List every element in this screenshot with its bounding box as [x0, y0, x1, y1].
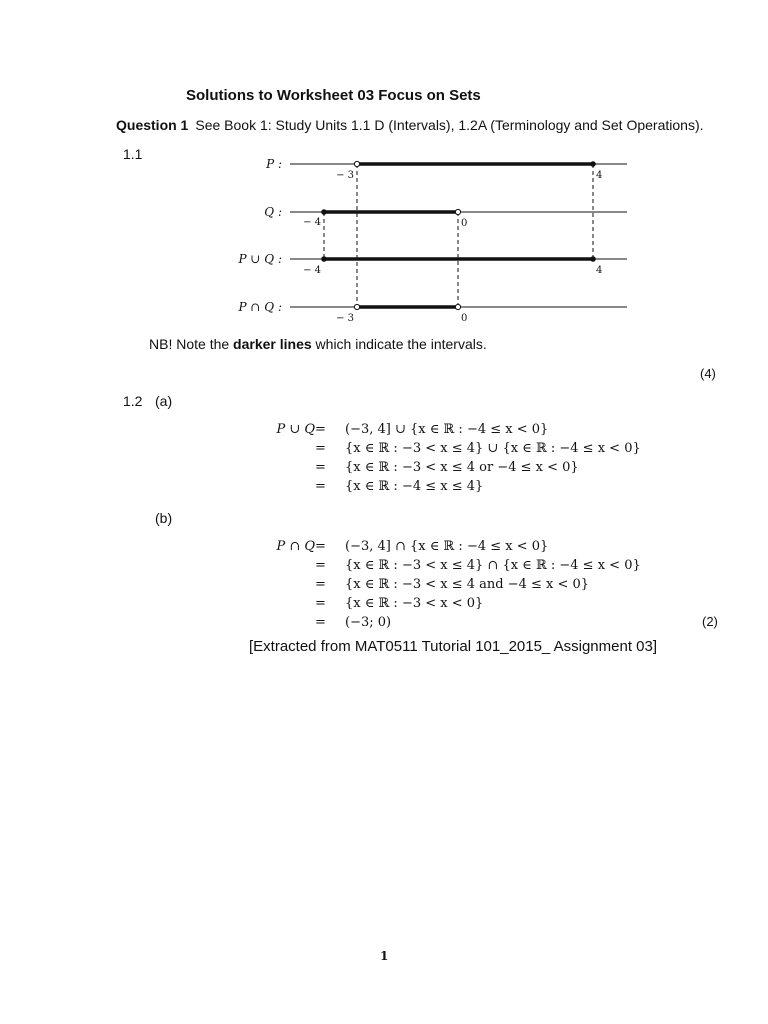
- part-a-equations: [276, 420, 641, 496]
- equation-row: [315, 594, 635, 613]
- closed-endpoint-icon: [590, 256, 596, 262]
- equation-lhs: P ∩ Q: [276, 539, 315, 554]
- equals-sign: =: [315, 460, 326, 475]
- equation-rhs: {x ∈ ℝ : −3 < x ≤ 4} ∩ {x ∈ ℝ : −4 ≤ x < 0}: [345, 558, 641, 573]
- set-label-intersection: P ∩ Q :: [238, 300, 282, 314]
- note-darker-lines: [149, 336, 487, 352]
- marks-1-2: (2): [702, 614, 718, 629]
- open-endpoint-icon: [455, 304, 460, 309]
- part-b-equations: [276, 537, 641, 632]
- tick-label: − 3: [336, 170, 354, 181]
- equation-row: [276, 420, 635, 439]
- tick-label: − 4: [303, 217, 321, 228]
- tick-label: 0: [461, 313, 468, 324]
- number-line-diagram: [0, 0, 768, 340]
- marks-1-1: (4): [700, 366, 716, 381]
- equals-sign: =: [315, 615, 326, 630]
- equation-rhs: {x ∈ ℝ : −3 < x ≤ 4 or −4 ≤ x < 0}: [345, 460, 579, 475]
- equation-rhs: (−3, 4] ∩ {x ∈ ℝ : −4 ≤ x < 0}: [345, 539, 549, 554]
- equation-row: [315, 613, 635, 632]
- tick-label: − 3: [336, 313, 354, 324]
- equals-sign: =: [315, 539, 326, 554]
- source-citation: [Extracted from MAT0511 Tutorial 101_2015_ Assignment 03]: [249, 638, 658, 655]
- equals-sign: =: [315, 479, 326, 494]
- note-suffix: which indicate the intervals.: [311, 336, 487, 352]
- closed-endpoint-icon: [321, 256, 327, 262]
- closed-endpoint-icon: [321, 209, 327, 215]
- part-a-label: (a): [155, 393, 173, 409]
- open-endpoint-icon: [354, 304, 359, 309]
- equation-rhs: (−3, 4] ∪ {x ∈ ℝ : −4 ≤ x < 0}: [345, 422, 549, 437]
- note-prefix: NB! Note the: [149, 336, 234, 352]
- equals-sign: =: [315, 577, 326, 592]
- equals-sign: =: [315, 596, 326, 611]
- closed-endpoint-icon: [590, 161, 596, 167]
- equation-rhs: {x ∈ ℝ : −3 < x ≤ 4} ∪ {x ∈ ℝ : −4 ≤ x < 0}: [345, 441, 641, 456]
- open-endpoint-icon: [354, 161, 359, 166]
- set-label-q: Q :: [264, 205, 282, 219]
- set-label-union: P ∪ Q :: [238, 252, 282, 266]
- equation-row: [276, 537, 635, 556]
- equation-rhs: {x ∈ ℝ : −4 ≤ x ≤ 4}: [345, 479, 484, 494]
- question-1-label: Question 1: [116, 117, 189, 133]
- equation-lhs: P ∪ Q: [276, 422, 315, 437]
- equation-rhs: {x ∈ ℝ : −3 < x < 0}: [345, 596, 484, 611]
- equation-row: [315, 556, 641, 575]
- equation-row: [315, 477, 635, 496]
- question-1-text: See Book 1: Study Units 1.1 D (Intervals), 1.2A (Terminology and Set Operations).: [195, 117, 704, 133]
- section-1-1-label: 1.1: [123, 146, 143, 162]
- document-title: Solutions to Worksheet 03 Focus on Sets: [186, 87, 481, 104]
- tick-label: 4: [596, 265, 603, 276]
- equals-sign: =: [315, 441, 326, 456]
- tick-label: 0: [461, 218, 468, 229]
- part-b-label: (b): [155, 510, 173, 526]
- tick-label: − 4: [303, 265, 321, 276]
- page-number: 1: [380, 949, 389, 963]
- equation-row: [315, 458, 635, 477]
- tick-label: 4: [596, 170, 603, 181]
- open-endpoint-icon: [455, 209, 460, 214]
- equals-sign: =: [315, 558, 326, 573]
- equals-sign: =: [315, 422, 326, 437]
- equation-row: [315, 575, 635, 594]
- equation-rhs: (−3; 0): [345, 615, 392, 630]
- note-bold: darker lines: [233, 336, 312, 352]
- section-1-2-label: 1.2: [123, 393, 143, 409]
- equation-rhs: {x ∈ ℝ : −3 < x ≤ 4 and −4 ≤ x < 0}: [345, 577, 590, 592]
- set-label-p: P :: [266, 157, 282, 171]
- equation-row: [315, 439, 641, 458]
